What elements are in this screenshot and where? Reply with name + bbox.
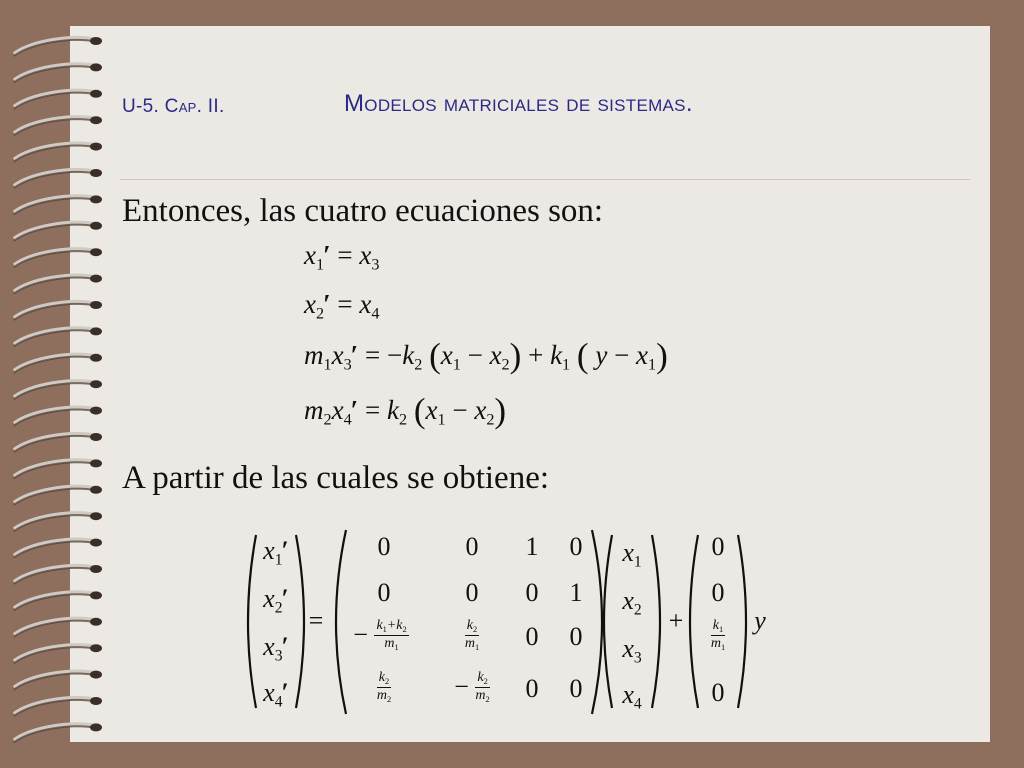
a-1-3: 1 [525, 532, 539, 561]
unit-label: U-5. Cap. II. [122, 96, 225, 117]
input-y: y [754, 606, 766, 635]
plus-sign: + [668, 606, 684, 635]
a-1-4: 0 [569, 532, 583, 561]
a-1-1: 0 [377, 532, 391, 561]
x-1: $x_1$ [622, 538, 642, 571]
a-3-3: 0 [525, 622, 539, 651]
equation-2: $x_2' = x_4$ [304, 289, 380, 323]
b-3: $\frac{k_1}{m_1}$ [710, 618, 726, 652]
b-4: 0 [711, 678, 725, 707]
a-2-1: 0 [377, 578, 391, 607]
x-3: $x_3$ [622, 634, 642, 667]
slide-title: Modelos matriciales de sistemas. [344, 90, 693, 117]
a-3-2: $\frac{k_2}{m_1}$ [464, 618, 480, 652]
equals-sign: = [308, 606, 324, 635]
equation-1: $x_1' = x_3$ [304, 240, 380, 274]
equation-3: $m_1x_3' = -k_2$ $(x_1 - x_2) + k_1$ ( $y - x_1$) [304, 335, 668, 375]
a-4-4: 0 [569, 674, 583, 703]
equation-4: $m_2x_4' = k_2$ $(x_1 - x_2)$ [304, 390, 507, 430]
a-3-4: 0 [569, 622, 583, 651]
b-2: 0 [711, 578, 725, 607]
b-1: 0 [711, 532, 725, 561]
a-2-4: 1 [569, 578, 583, 607]
lhs-x4-prime: $x_4'$ [263, 678, 289, 711]
a-1-2: 0 [465, 532, 479, 561]
result-sentence: A partir de las cuales se obtiene: [122, 460, 550, 496]
x-4: $x_4$ [622, 680, 642, 713]
lhs-x3-prime: $x_3'$ [263, 632, 289, 665]
a-2-2: 0 [465, 578, 479, 607]
lhs-x1-prime: $x_1'$ [263, 536, 289, 569]
a-4-2: − $\frac{k_2}{m_2}$ [454, 670, 490, 704]
a-3-1: − $\frac{k_1+k_2}{m_1}$ [353, 618, 407, 652]
a-4-3: 0 [525, 674, 539, 703]
a-4-1: $\frac{k_2}{m_2}$ [376, 670, 392, 704]
lhs-x2-prime: $x_2'$ [263, 584, 289, 617]
x-2: $x_2$ [622, 586, 642, 619]
intro-sentence: Entonces, las cuatro ecuaciones son: [122, 193, 604, 229]
a-2-3: 0 [525, 578, 539, 607]
